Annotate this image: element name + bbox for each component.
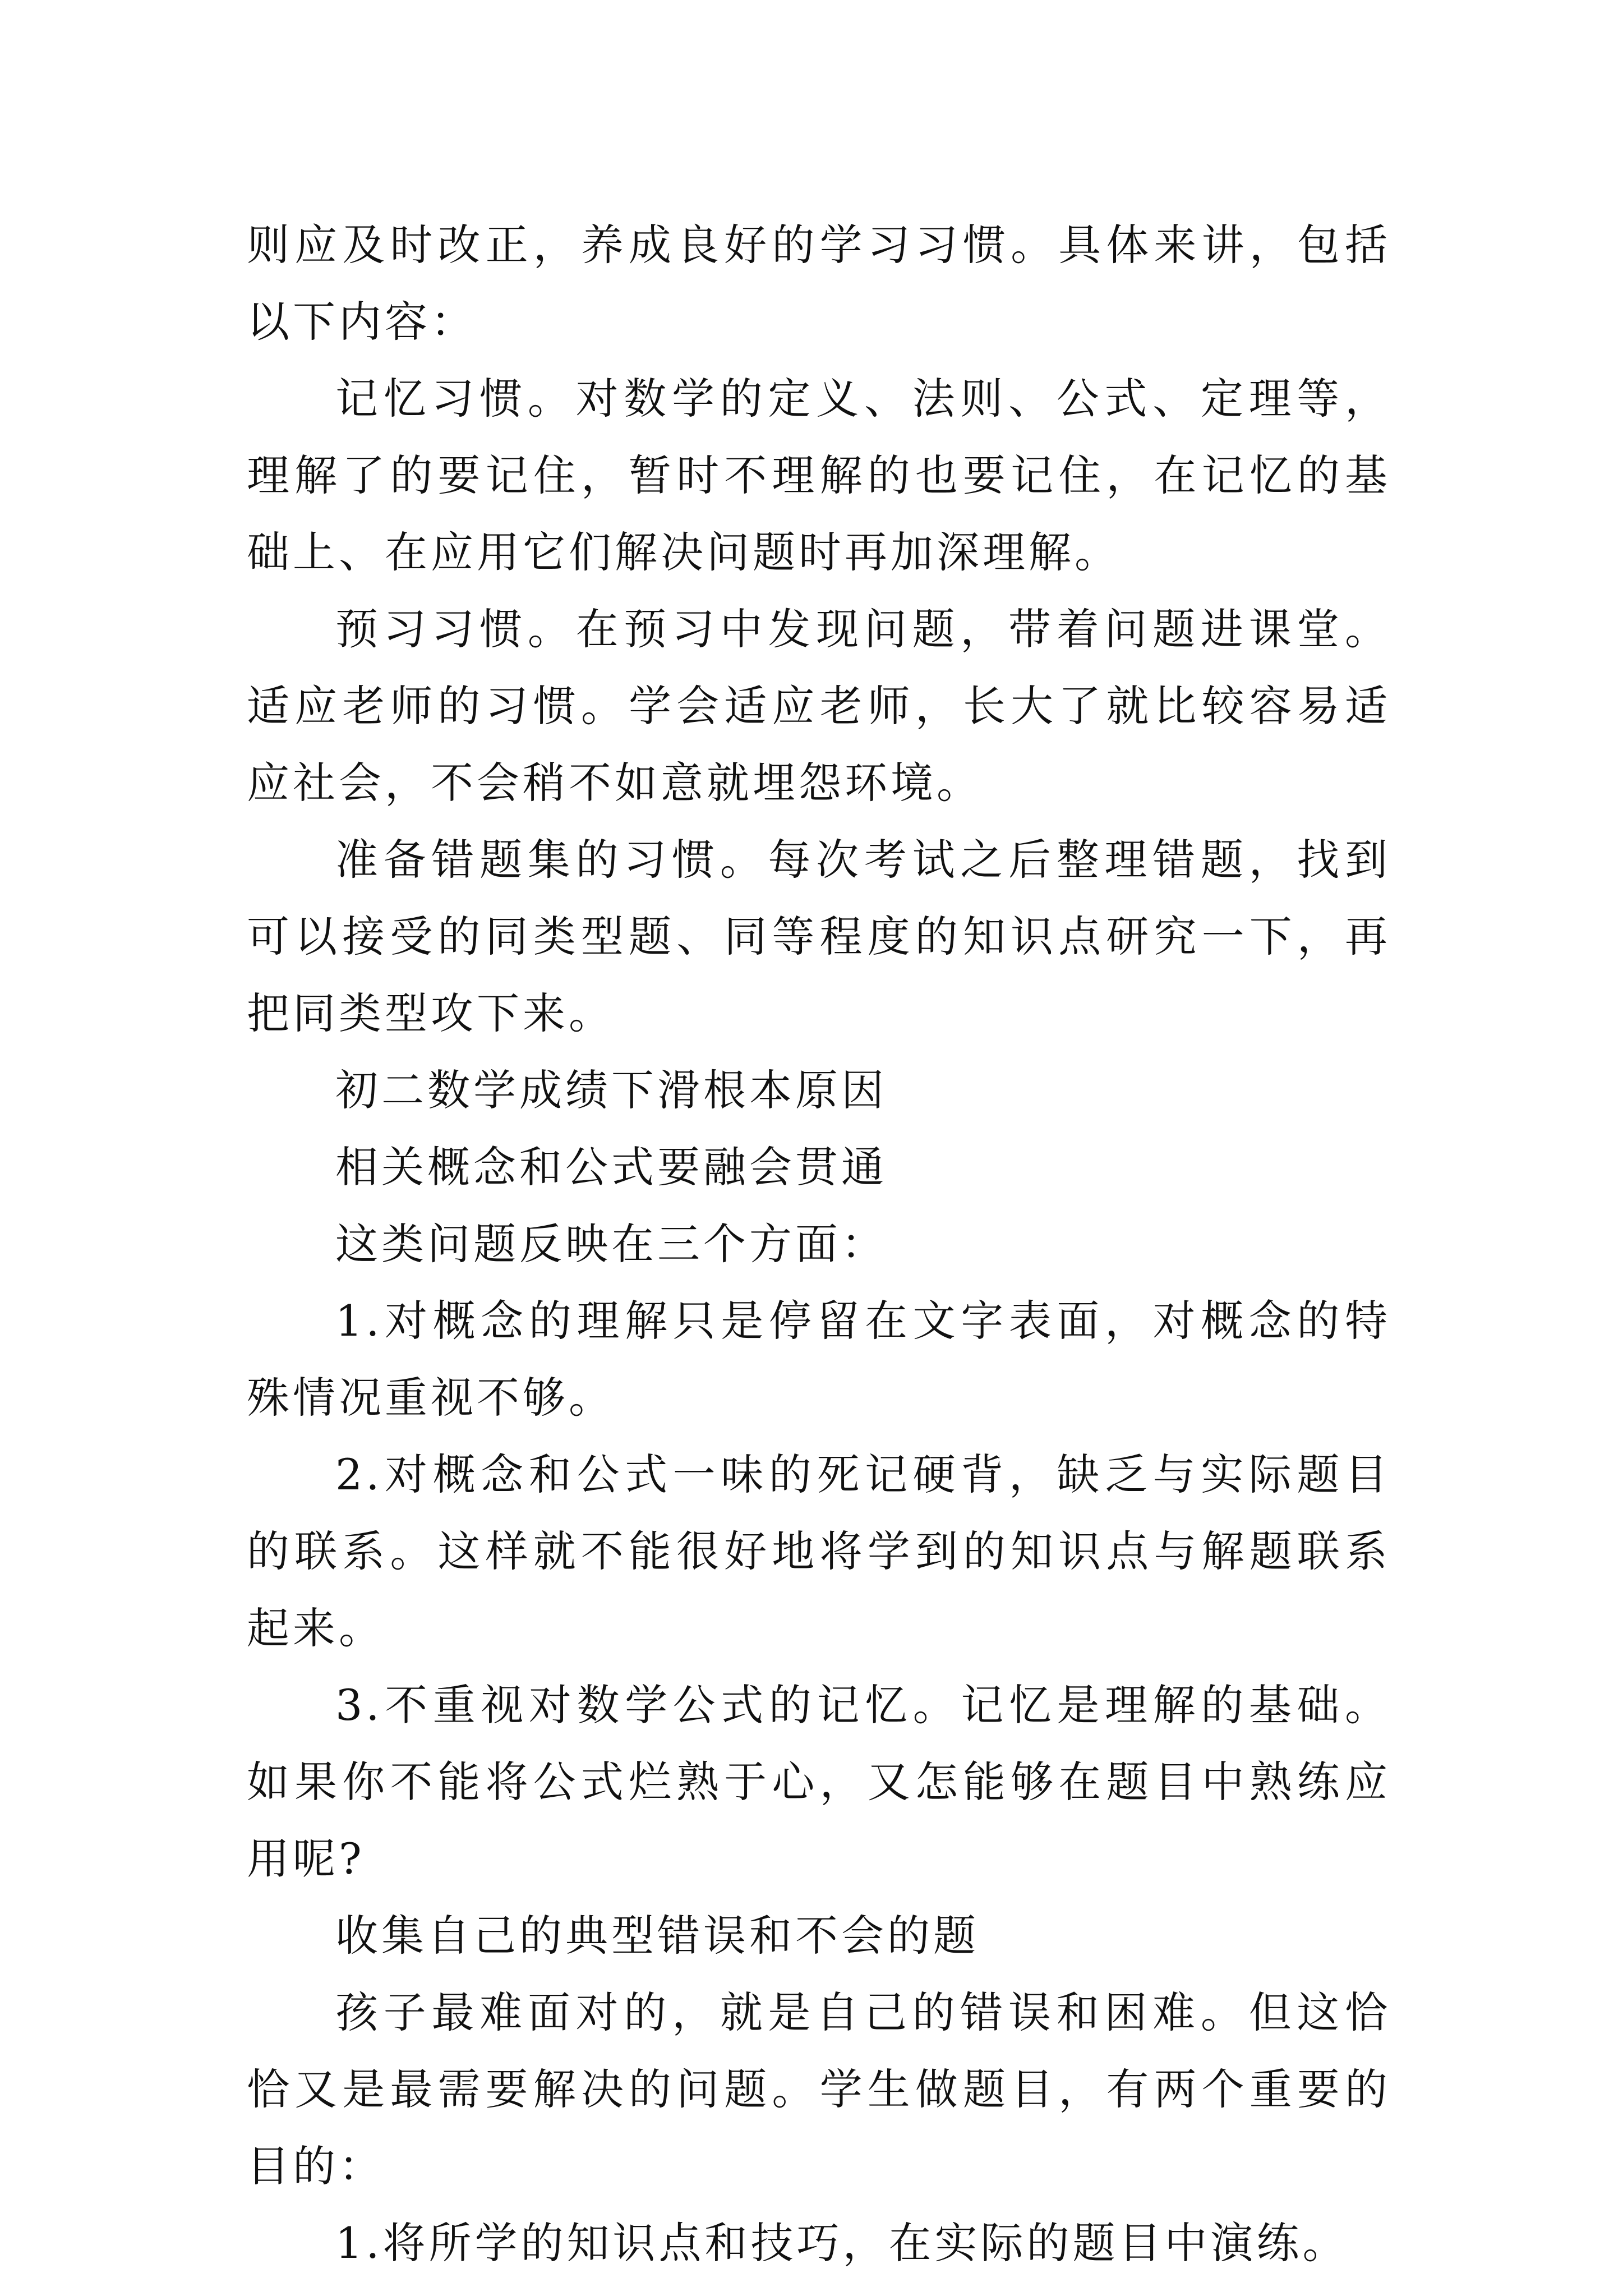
document-body: [247, 206, 1391, 2281]
heading-collect-errors: 收集自己的典型错误和不会的题: [335, 1911, 979, 1961]
list-item-2: 2.对概念和公式一味的死记硬背，缺乏与实际题目的联系。这样就不能很好地将学到的知识点与解题联系起来。: [247, 1450, 1391, 1653]
paragraph-memory-habit: 记忆习惯。对数学的定义、法则、公式、定理等，理解了的要记住，暂时不理解的也要记住，在记忆的基础上、在应用它们解决问题时再加深理解。: [247, 374, 1391, 577]
paragraph-preview-habit: 预习习惯。在预习中发现问题，带着问题进课堂。适应老师的习惯。学会适应老师，长大了就比较容易适应社会，不会稍不如意就埋怨环境。: [247, 604, 1391, 808]
paragraph-error-collection-habit: 准备错题集的习惯。每次考试之后整理错题，找到可以接受的同类型题、同等程度的知识点研究一下，再把同类型攻下来。: [247, 835, 1391, 1038]
list-item-purpose-1: 1.将所学的知识点和技巧，在实际的题目中演练。: [335, 2218, 1349, 2268]
paragraph-facing-errors: 孩子最难面对的，就是自己的错误和困难。但这恰恰又是最需要解决的问题。学生做题目，有两个重要的目的：: [247, 1987, 1391, 2191]
heading-root-cause: 初二数学成绩下滑根本原因: [335, 1065, 887, 1115]
heading-concepts-formulas: 相关概念和公式要融会贯通: [335, 1142, 887, 1192]
paragraph-intro-continuation: 则应及时改正，养成良好的学习习惯。具体来讲，包括以下内容：: [247, 220, 1391, 347]
paragraph-three-aspects-intro: 这类问题反映在三个方面：: [335, 1219, 887, 1269]
list-item-3: 3.不重视对数学公式的记忆。记忆是理解的基础。如果你不能将公式烂熟于心，又怎能够在题目中熟练应用呢?: [247, 1680, 1391, 1884]
list-item-1: 1.对概念的理解只是停留在文字表面，对概念的特殊情况重视不够。: [247, 1296, 1391, 1423]
